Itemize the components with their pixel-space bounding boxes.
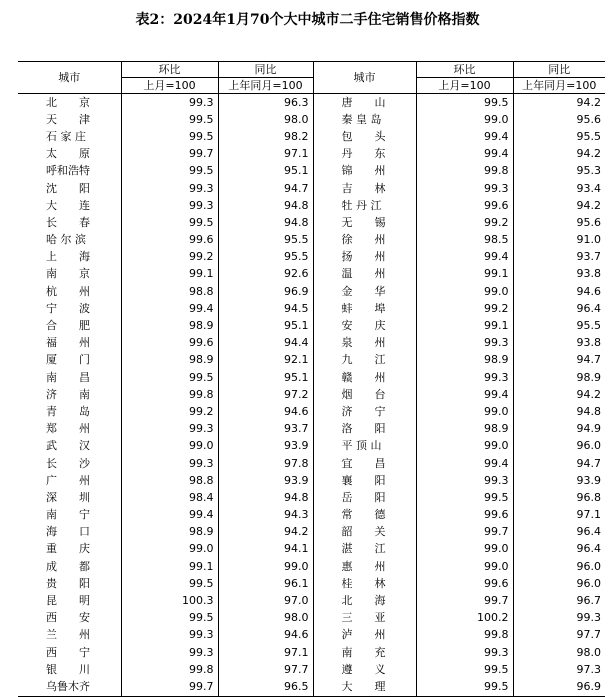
city-cell-right: 北 海 [313,592,416,609]
city-cell-right: 唐 山 [313,94,416,112]
city-cell-left: 海 口 [46,525,90,539]
yoy-cell-left: 92.1 [218,352,313,369]
mom-cell-left: 99.1 [121,266,218,283]
city-cell-right: 九 江 [313,352,416,369]
yoy-cell-right: 96.4 [513,541,605,558]
yoy-cell-right: 94.9 [513,421,605,438]
header-mom-left: 环比 [121,62,218,78]
mom-cell-left: 99.5 [121,111,218,128]
city-cell-left: 昆 明 [46,594,90,608]
mom-cell-right: 99.5 [416,489,513,506]
mom-cell-right: 99.0 [416,558,513,575]
city-cell-left: 广 州 [46,473,90,487]
yoy-cell-right: 94.2 [513,146,605,163]
yoy-cell-right: 95.5 [513,128,605,145]
header-city-left: 城市 [18,62,121,94]
mom-cell-left: 99.8 [121,661,218,678]
header-yoy-base-right: 上年同月=100 [513,78,605,94]
yoy-cell-left: 94.8 [218,214,313,231]
yoy-cell-right: 93.7 [513,249,605,266]
mom-cell-left: 99.3 [121,644,218,661]
yoy-cell-left: 97.0 [218,592,313,609]
city-cell-left: 深 圳 [46,490,90,504]
mom-cell-left: 99.2 [121,249,218,266]
table-row [18,266,605,283]
mom-cell-right: 99.0 [416,283,513,300]
yoy-cell-right: 94.6 [513,283,605,300]
mom-cell-left: 99.5 [121,128,218,145]
yoy-cell-left: 93.9 [218,472,313,489]
city-cell-left: 南 昌 [46,370,90,384]
yoy-cell-right: 94.7 [513,352,605,369]
mom-cell-right: 99.4 [416,249,513,266]
yoy-cell-left: 95.1 [218,369,313,386]
city-cell-left: 宁 波 [46,301,90,315]
yoy-cell-right: 95.6 [513,214,605,231]
city-cell-right: 安 庆 [313,317,416,334]
mom-cell-right: 99.0 [416,403,513,420]
table-row [18,455,605,472]
mom-cell-left: 99.3 [121,180,218,197]
mom-cell-right: 99.1 [416,317,513,334]
mom-cell-left: 99.5 [121,610,218,627]
yoy-cell-left: 94.1 [218,541,313,558]
yoy-cell-left: 94.5 [218,300,313,317]
city-cell-right: 泉 州 [313,335,416,352]
yoy-cell-left: 96.3 [218,94,313,112]
mom-cell-right: 99.6 [416,507,513,524]
yoy-cell-right: 96.4 [513,300,605,317]
mom-cell-right: 99.6 [416,575,513,592]
mom-cell-right: 99.4 [416,146,513,163]
city-cell-right: 济 宁 [313,403,416,420]
yoy-cell-right: 94.8 [513,403,605,420]
city-cell-right: 包 头 [313,128,416,145]
city-cell-left: 杭 州 [46,284,90,298]
mom-cell-right: 99.2 [416,300,513,317]
city-cell-right: 韶 关 [313,524,416,541]
table-row [18,369,605,386]
table-row [18,352,605,369]
city-cell-right: 桂 林 [313,575,416,592]
table-row [18,507,605,524]
city-cell-left: 大 连 [46,198,90,212]
mom-cell-left: 99.2 [121,403,218,420]
city-cell-right: 丹 东 [313,146,416,163]
mom-cell-right: 99.4 [416,386,513,403]
table-row [18,472,605,489]
city-cell-left: 长 沙 [46,456,90,470]
mom-cell-left: 99.4 [121,507,218,524]
yoy-cell-left: 96.5 [218,678,313,696]
mom-cell-left: 99.5 [121,214,218,231]
yoy-cell-right: 94.7 [513,455,605,472]
header-mom-base-left: 上月=100 [121,78,218,94]
mom-cell-right: 99.2 [416,214,513,231]
yoy-cell-right: 93.9 [513,472,605,489]
mom-cell-left: 98.9 [121,352,218,369]
mom-cell-left: 99.6 [121,335,218,352]
yoy-cell-right: 93.8 [513,335,605,352]
city-cell-right: 南 充 [313,644,416,661]
city-cell-left: 天 津 [46,112,90,126]
city-cell-right: 徐 州 [313,232,416,249]
yoy-cell-right: 94.2 [513,94,605,112]
city-cell-right: 湛 江 [313,541,416,558]
yoy-cell-left: 96.1 [218,575,313,592]
mom-cell-right: 99.8 [416,163,513,180]
header-mom-base-right: 上月=100 [416,78,513,94]
mom-cell-right: 99.1 [416,266,513,283]
table-row [18,678,605,696]
table-row [18,94,605,112]
table-row [18,661,605,678]
table-row [18,627,605,644]
yoy-cell-right: 96.7 [513,592,605,609]
city-cell-left: 西 安 [46,611,90,625]
mom-cell-left: 99.0 [121,438,218,455]
yoy-cell-right: 93.4 [513,180,605,197]
yoy-cell-left: 94.2 [218,524,313,541]
header-yoy-base-left: 上年同月=100 [218,78,313,94]
yoy-cell-left: 94.7 [218,180,313,197]
yoy-cell-left: 95.5 [218,232,313,249]
city-cell-right: 牡 丹 江 [313,197,416,214]
city-cell-left: 郑 州 [46,422,90,436]
table-body [18,94,605,697]
city-cell-right: 洛 阳 [313,421,416,438]
table-row [18,146,605,163]
table-row [18,128,605,145]
mom-cell-left: 99.5 [121,369,218,386]
mom-cell-left: 98.4 [121,489,218,506]
mom-cell-right: 99.3 [416,644,513,661]
header-yoy-left: 同比 [218,62,313,78]
mom-cell-left: 99.5 [121,163,218,180]
table-row [18,386,605,403]
table-header [18,62,605,94]
city-cell-right: 吉 林 [313,180,416,197]
city-cell-right: 扬 州 [313,249,416,266]
mom-cell-right: 98.9 [416,421,513,438]
city-cell-left: 厦 门 [46,353,90,367]
city-cell-left: 石 家 庄 [46,129,86,143]
yoy-cell-left: 97.7 [218,661,313,678]
mom-cell-right: 99.5 [416,94,513,112]
mom-cell-right: 99.4 [416,128,513,145]
mom-cell-left: 98.9 [121,524,218,541]
mom-cell-left: 98.8 [121,472,218,489]
yoy-cell-left: 92.6 [218,266,313,283]
table-row [18,644,605,661]
city-cell-left: 兰 州 [46,628,90,642]
city-cell-left: 呼和浩特 [46,164,90,178]
city-cell-left: 哈 尔 滨 [46,233,86,247]
table-row [18,575,605,592]
table-row [18,214,605,231]
yoy-cell-left: 93.9 [218,438,313,455]
city-cell-left: 长 春 [46,215,90,229]
price-index-table [18,61,605,697]
yoy-cell-left: 95.1 [218,163,313,180]
yoy-cell-left: 98.0 [218,610,313,627]
yoy-cell-left: 95.1 [218,317,313,334]
mom-cell-left: 99.1 [121,558,218,575]
yoy-cell-right: 93.8 [513,266,605,283]
mom-cell-left: 99.3 [121,197,218,214]
yoy-cell-left: 94.6 [218,627,313,644]
table-row [18,300,605,317]
yoy-cell-left: 99.0 [218,558,313,575]
yoy-cell-left: 97.1 [218,146,313,163]
city-cell-left: 成 都 [46,559,90,573]
yoy-cell-right: 97.1 [513,507,605,524]
mom-cell-left: 99.7 [121,678,218,696]
city-cell-right: 襄 阳 [313,472,416,489]
city-cell-right: 三 亚 [313,610,416,627]
table-row [18,421,605,438]
city-cell-right: 赣 州 [313,369,416,386]
city-cell-right: 锦 州 [313,163,416,180]
mom-cell-left: 99.6 [121,232,218,249]
city-cell-left: 西 宁 [46,645,90,659]
city-cell-right: 烟 台 [313,386,416,403]
header-mom-right: 环比 [416,62,513,78]
yoy-cell-right: 96.0 [513,575,605,592]
table-row [18,163,605,180]
table-row [18,541,605,558]
yoy-cell-left: 98.0 [218,111,313,128]
mom-cell-left: 98.9 [121,317,218,334]
city-cell-right: 大 理 [313,678,416,696]
table-row [18,610,605,627]
yoy-cell-left: 94.3 [218,507,313,524]
header-city-right: 城市 [313,62,416,94]
city-cell-right: 无 锡 [313,214,416,231]
mom-cell-left: 99.3 [121,455,218,472]
yoy-cell-right: 94.2 [513,386,605,403]
city-cell-left: 青 岛 [46,404,90,418]
yoy-cell-right: 99.3 [513,610,605,627]
city-cell-right: 金 华 [313,283,416,300]
table-row [18,558,605,575]
mom-cell-right: 99.7 [416,524,513,541]
city-cell-left: 福 州 [46,336,90,350]
yoy-cell-right: 96.0 [513,558,605,575]
table-row [18,180,605,197]
yoy-cell-right: 96.0 [513,438,605,455]
yoy-cell-right: 95.5 [513,317,605,334]
table-row [18,111,605,128]
city-cell-left: 重 庆 [46,542,90,556]
table-row [18,524,605,541]
city-cell-left: 济 南 [46,387,90,401]
city-cell-right: 岳 阳 [313,489,416,506]
mom-cell-right: 99.7 [416,592,513,609]
city-cell-left: 太 原 [46,147,90,161]
city-cell-left: 上 海 [46,250,90,264]
mom-cell-right: 99.3 [416,180,513,197]
mom-cell-right: 99.3 [416,335,513,352]
yoy-cell-left: 95.5 [218,249,313,266]
table-title: 表2：2024年1月70个大中城市二手住宅销售价格指数 [135,12,480,28]
city-cell-left: 武 汉 [46,439,90,453]
yoy-cell-left: 94.8 [218,197,313,214]
yoy-cell-right: 96.4 [513,524,605,541]
yoy-cell-left: 93.7 [218,421,313,438]
table-row [18,592,605,609]
city-cell-left: 乌鲁木齐 [18,678,121,696]
mom-cell-right: 99.5 [416,661,513,678]
mom-cell-left: 99.3 [121,421,218,438]
mom-cell-left: 99.5 [121,575,218,592]
city-cell-left: 北 京 [46,95,90,109]
table-row [18,232,605,249]
city-cell-right: 平 顶 山 [313,438,416,455]
city-cell-left: 南 宁 [46,508,90,522]
mom-cell-right: 98.9 [416,352,513,369]
yoy-cell-left: 94.8 [218,489,313,506]
table-row [18,283,605,300]
city-cell-right: 惠 州 [313,558,416,575]
header-yoy-right: 同比 [513,62,605,78]
yoy-cell-right: 98.0 [513,644,605,661]
mom-cell-left: 100.3 [121,592,218,609]
yoy-cell-right: 97.7 [513,627,605,644]
city-cell-right: 蚌 埠 [313,300,416,317]
mom-cell-left: 99.8 [121,386,218,403]
mom-cell-right: 99.0 [416,438,513,455]
mom-cell-left: 99.3 [121,94,218,112]
city-cell-right: 宜 昌 [313,455,416,472]
yoy-cell-right: 96.8 [513,489,605,506]
city-cell-left: 银 川 [46,662,90,676]
mom-cell-right: 99.3 [416,369,513,386]
yoy-cell-right: 91.0 [513,232,605,249]
yoy-cell-right: 95.6 [513,111,605,128]
mom-cell-right: 99.0 [416,111,513,128]
mom-cell-left: 99.3 [121,627,218,644]
yoy-cell-right: 98.9 [513,369,605,386]
mom-cell-right: 99.6 [416,197,513,214]
city-cell-right: 泸 州 [313,627,416,644]
city-cell-right: 遵 义 [313,661,416,678]
yoy-cell-right: 95.3 [513,163,605,180]
yoy-cell-right: 97.3 [513,661,605,678]
mom-cell-left: 99.4 [121,300,218,317]
yoy-cell-left: 97.8 [218,455,313,472]
yoy-cell-left: 94.4 [218,335,313,352]
yoy-cell-left: 97.2 [218,386,313,403]
table-row [18,489,605,506]
yoy-cell-left: 94.6 [218,403,313,420]
table-row [18,438,605,455]
city-cell-right: 常 德 [313,507,416,524]
city-cell-left: 合 肥 [46,319,90,333]
city-cell-right: 温 州 [313,266,416,283]
mom-cell-left: 98.8 [121,283,218,300]
mom-cell-left: 99.0 [121,541,218,558]
table-row [18,403,605,420]
city-cell-right: 秦 皇 岛 [313,111,416,128]
yoy-cell-right: 94.2 [513,197,605,214]
city-cell-left: 贵 阳 [46,576,90,590]
yoy-cell-right: 96.9 [513,678,605,696]
city-cell-left: 南 京 [46,267,90,281]
table-row [18,335,605,352]
mom-cell-right: 98.5 [416,232,513,249]
mom-cell-right: 99.0 [416,541,513,558]
mom-cell-right: 99.8 [416,627,513,644]
table-row [18,249,605,266]
yoy-cell-left: 98.2 [218,128,313,145]
mom-cell-right: 100.2 [416,610,513,627]
mom-cell-right: 99.5 [416,678,513,696]
city-cell-left: 沈 阳 [46,181,90,195]
mom-cell-right: 99.4 [416,455,513,472]
table-row [18,317,605,334]
mom-cell-left: 99.7 [121,146,218,163]
yoy-cell-left: 96.9 [218,283,313,300]
yoy-cell-left: 97.1 [218,644,313,661]
mom-cell-right: 99.3 [416,472,513,489]
table-row [18,197,605,214]
